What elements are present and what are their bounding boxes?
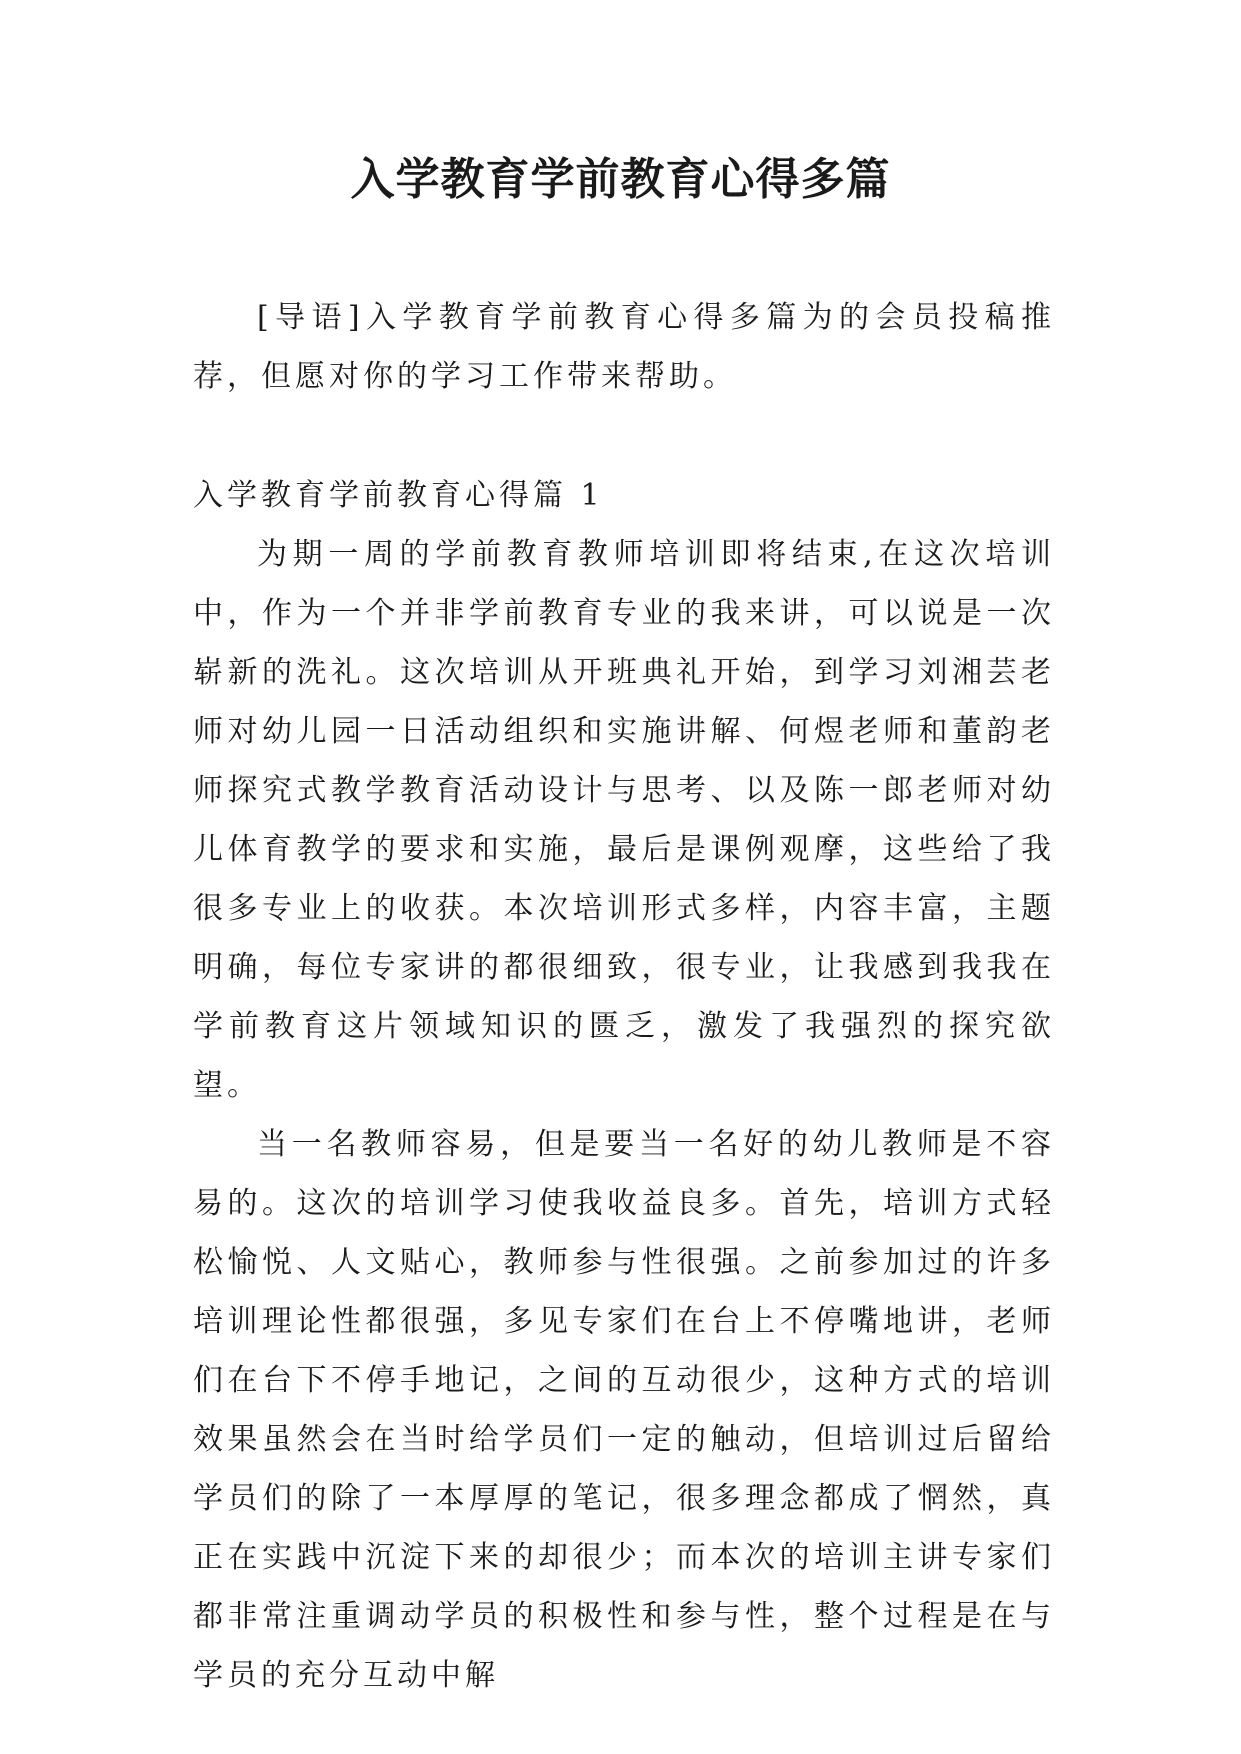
intro-paragraph: [导语]入学教育学前教育心得多篇为的会员投稿推荐，但愿对你的学习工作带来帮助。 — [193, 300, 1055, 394]
section-content — [193, 525, 1055, 1705]
intro-block — [193, 288, 1055, 406]
body-paragraph-2: 当一名教师容易，但是要当一名好的幼儿教师是不容易的。这次的培训学习使我收益良多。首先，培训方式轻松愉悦、人文贴心，教师参与性很强。之前参加过的许多培训理论性都很强，多见专家们在台上不停嘴地讲，老师们在台下不停手地记，之间的互动很少，这种方式的培训效果虽然会在当时给学员们一定的触动，但培训过后留给学员们的除了一本厚厚的笔记，很多理念都成了惘然，真正在实践中沉淀下来的却很少；而本次的培训主讲专家们都非常注重调动学员的积极性和参与性，整个过程是在与学员的充分互动中解 — [193, 1127, 1055, 1693]
body-paragraph-1: 为期一周的学前教育教师培训即将结束,在这次培训中，作为一个并非学前教育专业的我来讲，可以说是一次崭新的洗礼。这次培训从开班典礼开始，到学习刘湘芸老师对幼儿园一日活动组织和实施讲解、何煜老师和董韵老师探究式教学教育活动设计与思考、以及陈一郎老师对幼儿体育教学的要求和实施，最后是课例观摩，这些给了我很多专业上的收获。本次培训形式多样，内容丰富，主题明确，每位专家讲的都很细致，很专业，让我感到我我在学前教育这片领域知识的匮乏，激发了我强烈的探究欲望。 — [193, 537, 1055, 1103]
section-heading: 入学教育学前教育心得篇 1 — [193, 478, 604, 513]
document-title: 入学教育学前教育心得多篇 — [350, 154, 891, 205]
